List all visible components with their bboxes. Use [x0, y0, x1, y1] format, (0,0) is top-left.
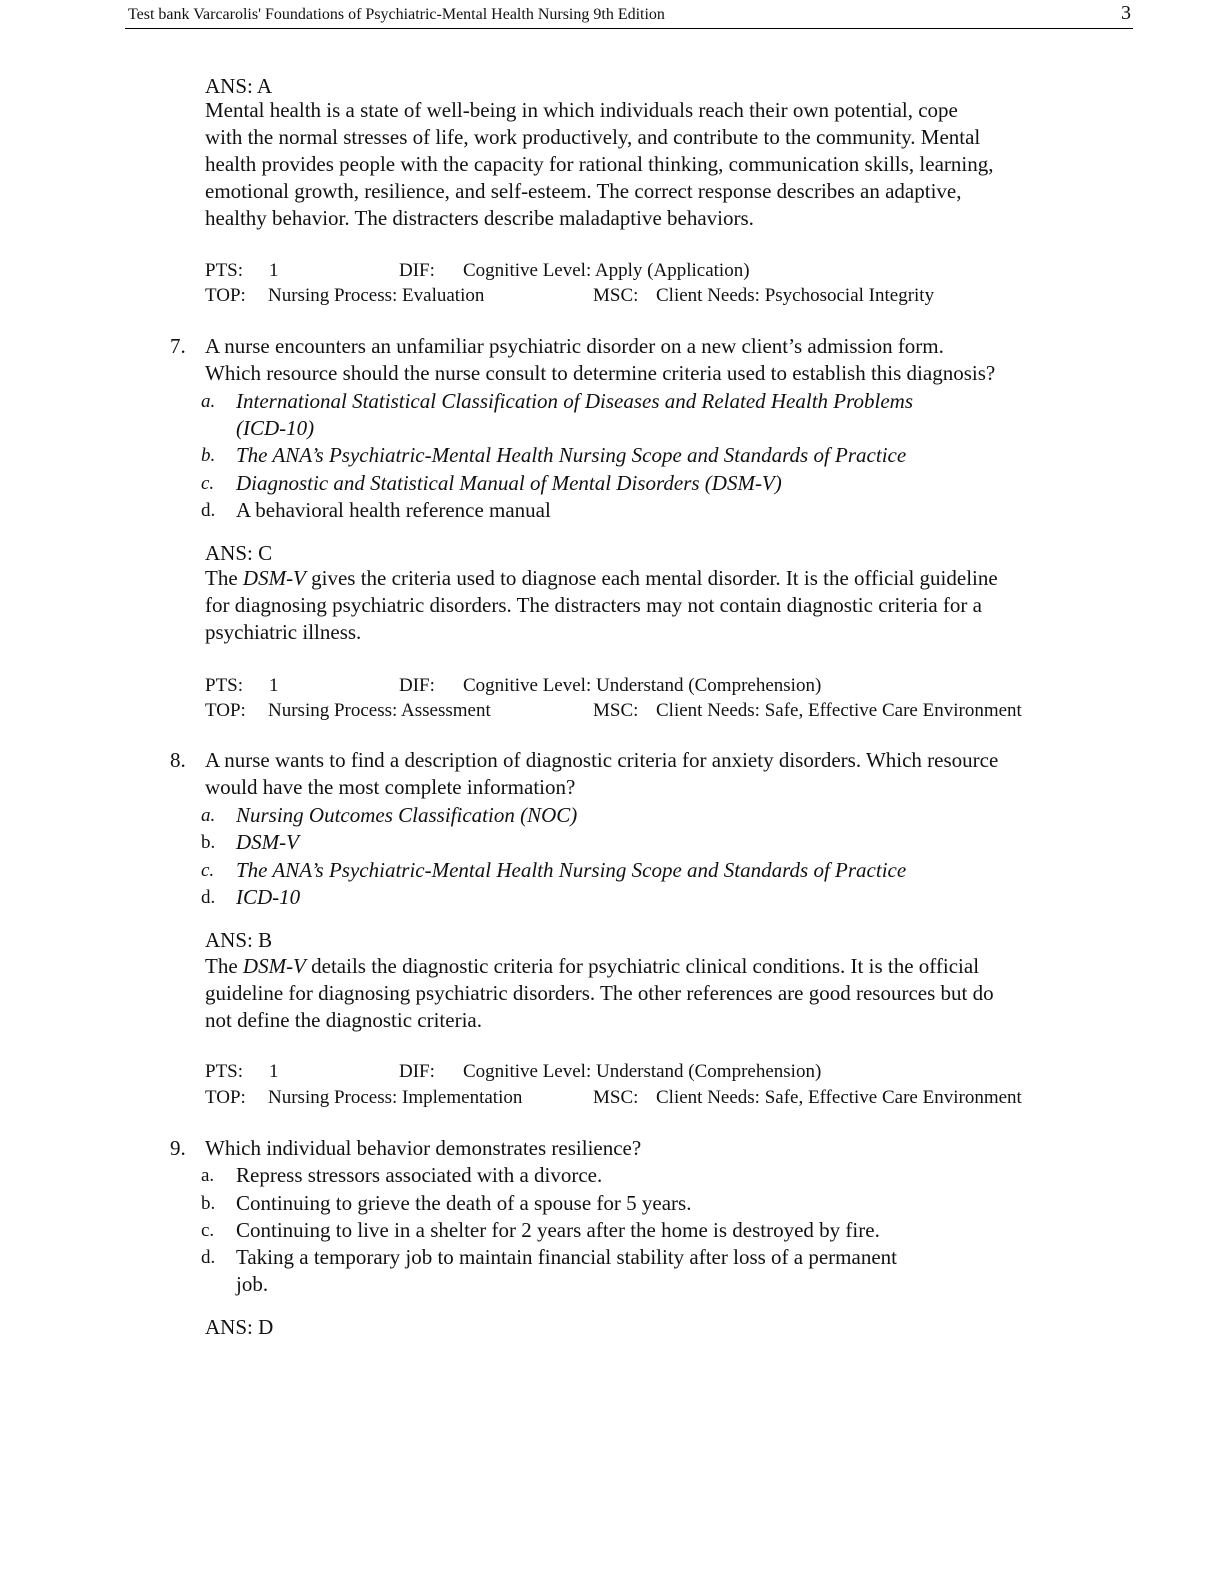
- option-letter: c.: [201, 860, 215, 881]
- rationale-line: guideline for diagnosing psychiatric disorders. The other references are good resources but do: [205, 981, 994, 1005]
- rationale-italic: DSM-V: [242, 954, 306, 978]
- option-text: DSM-V: [236, 830, 299, 854]
- rationale-line: [205, 953, 979, 980]
- option-text: Taking a temporary job to maintain financial stability after loss of a permanent: [236, 1245, 897, 1269]
- page-number: 3: [1121, 2, 1131, 24]
- option-letter: a.: [201, 805, 216, 826]
- answer-key: ANS: D: [205, 1315, 274, 1339]
- rationale-line: health provides people with the capacity for rational thinking, communication skills, learning,: [205, 152, 994, 176]
- top-label: TOP:: [205, 285, 246, 306]
- option-letter: b.: [201, 1193, 216, 1214]
- question-stem: A nurse encounters an unfamiliar psychiatric disorder on a new client’s admission form.: [205, 334, 944, 358]
- rationale-line: healthy behavior. The distracters describe maladaptive behaviors.: [205, 206, 754, 230]
- option-text: International Statistical Classification of Diseases and Related Health Problems: [236, 389, 914, 413]
- option-text: (ICD-10): [236, 416, 315, 440]
- answer-key: ANS: B: [205, 928, 273, 952]
- top-label: TOP:: [205, 1087, 246, 1108]
- option-letter: d.: [201, 1247, 216, 1268]
- option-letter: c.: [201, 473, 215, 494]
- pts-value: 1: [269, 675, 279, 696]
- top-value: Nursing Process: Evaluation: [268, 285, 485, 306]
- answer-key: ANS: C: [205, 541, 273, 565]
- top-label: TOP:: [205, 700, 246, 721]
- dif-label: DIF:: [399, 1061, 435, 1082]
- option-letter: d.: [201, 887, 216, 908]
- question-stem: A nurse wants to find a description of diagnostic criteria for anxiety disorders. Which resource: [205, 748, 999, 772]
- pts-value: 1: [269, 260, 279, 281]
- msc-label: MSC:: [593, 700, 639, 721]
- rationale-line: not define the diagnostic criteria.: [205, 1008, 482, 1032]
- page-header: [125, 4, 1133, 29]
- question-number: 9.: [170, 1136, 186, 1160]
- rationale-italic: DSM-V: [242, 566, 306, 590]
- rationale-line: Mental health is a state of well-being in which individuals reach their own potential, cope: [205, 98, 958, 122]
- option-text: A behavioral health reference manual: [236, 498, 551, 522]
- pts-label: PTS:: [205, 675, 244, 696]
- option-text: Repress stressors associated with a divorce.: [236, 1163, 603, 1187]
- option-text: Nursing Outcomes Classification (NOC): [236, 803, 578, 827]
- msc-value: Client Needs: Safe, Effective Care Environment: [656, 1087, 1022, 1108]
- header-title: Test bank Varcarolis' Foundations of Psychiatric-Mental Health Nursing 9th Edition: [128, 6, 665, 23]
- question-number: 7.: [170, 334, 186, 358]
- option-letter: b.: [201, 445, 216, 466]
- option-text: Continuing to grieve the death of a spouse for 5 years.: [236, 1191, 692, 1215]
- option-text: ICD-10: [236, 885, 301, 909]
- option-text: Diagnostic and Statistical Manual of Mental Disorders (DSM-V): [236, 471, 782, 495]
- question-stem: would have the most complete information?: [205, 775, 576, 799]
- rationale-line: for diagnosing psychiatric disorders. The distracters may not contain diagnostic criteria for a: [205, 593, 982, 617]
- option-letter: d.: [201, 500, 216, 521]
- dif-label: DIF:: [399, 675, 435, 696]
- option-letter: a.: [201, 1165, 215, 1186]
- top-value: Nursing Process: Implementation: [268, 1087, 523, 1108]
- rationale-text: The: [205, 954, 243, 978]
- pts-label: PTS:: [205, 260, 244, 281]
- dif-label: DIF:: [399, 260, 435, 281]
- option-letter: a.: [201, 391, 216, 412]
- rationale-line: [205, 565, 998, 592]
- rationale-line: psychiatric illness.: [205, 620, 362, 644]
- option-text: The ANA’s Psychiatric-Mental Health Nursing Scope and Standards of Practice: [236, 443, 907, 467]
- top-value: Nursing Process: Assessment: [268, 700, 491, 721]
- msc-value: Client Needs: Safe, Effective Care Environment: [656, 700, 1022, 721]
- msc-label: MSC:: [593, 285, 639, 306]
- msc-value: Client Needs: Psychosocial Integrity: [656, 285, 935, 306]
- option-text: Continuing to live in a shelter for 2 years after the home is destroyed by fire.: [236, 1218, 880, 1242]
- pts-label: PTS:: [205, 1061, 244, 1082]
- question-stem: Which resource should the nurse consult to determine criteria used to establish this diagnosis?: [205, 361, 996, 385]
- dif-value: Cognitive Level: Understand (Comprehension): [463, 675, 822, 696]
- option-text: job.: [236, 1272, 269, 1296]
- option-letter: b.: [201, 832, 216, 853]
- dif-value: Cognitive Level: Apply (Application): [463, 260, 750, 281]
- rationale-text: details the diagnostic criteria for psychiatric clinical conditions. It is the official: [305, 954, 980, 978]
- option-letter: c.: [201, 1220, 215, 1241]
- answer-key: ANS: A: [205, 74, 273, 98]
- question-stem: Which individual behavior demonstrates resilience?: [205, 1136, 642, 1160]
- msc-label: MSC:: [593, 1087, 639, 1108]
- pts-value: 1: [269, 1061, 279, 1082]
- question-number: 8.: [170, 748, 186, 772]
- rationale-line: with the normal stresses of life, work productively, and contribute to the community. Mental: [205, 125, 981, 149]
- rationale-text: gives the criteria used to diagnose each mental disorder. It is the official guideline: [305, 566, 998, 590]
- rationale-text: The: [205, 566, 243, 590]
- option-text: The ANA’s Psychiatric-Mental Health Nursing Scope and Standards of Practice: [236, 858, 907, 882]
- rationale-line: emotional growth, resilience, and self-esteem. The correct response describes an adaptive,: [205, 179, 962, 203]
- dif-value: Cognitive Level: Understand (Comprehension): [463, 1061, 822, 1082]
